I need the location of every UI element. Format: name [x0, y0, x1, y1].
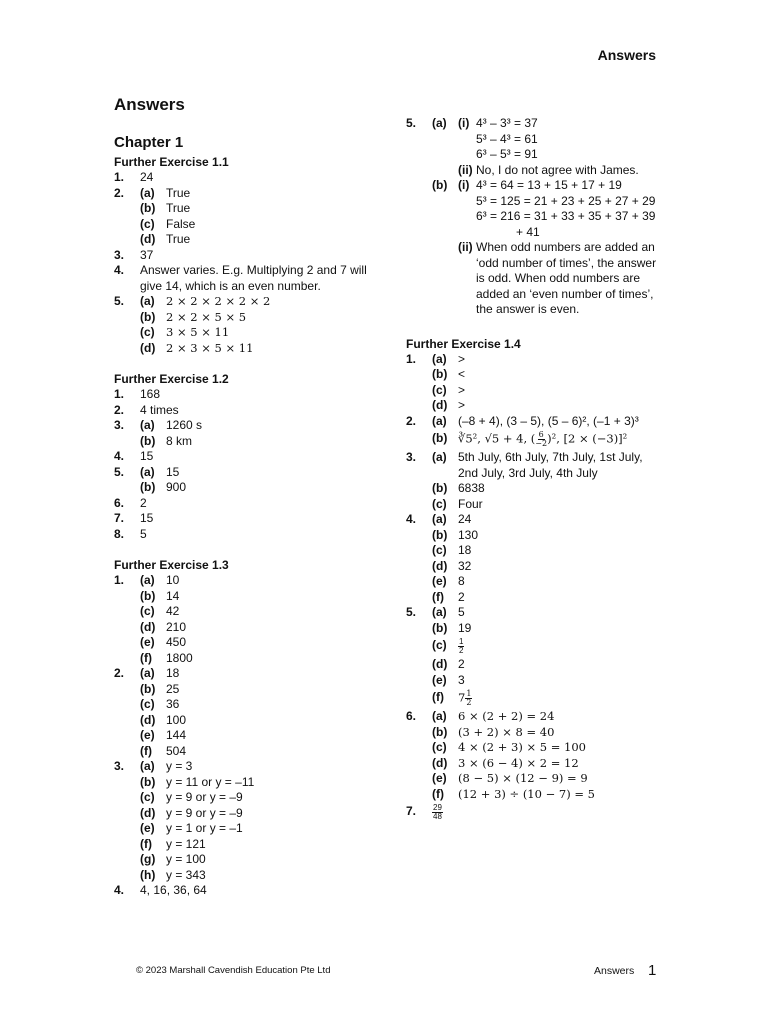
question-row	[114, 496, 384, 512]
part-row	[406, 621, 662, 637]
question-number: 4.	[114, 449, 125, 463]
answer: 19	[458, 620, 472, 635]
part-label: (b)	[432, 178, 448, 192]
answer: y = 9 or y = –9	[166, 790, 243, 804]
part-row	[406, 657, 662, 673]
answer: 504	[166, 743, 187, 758]
question-row	[114, 666, 384, 682]
mixed-number-whole: 7	[458, 690, 466, 705]
answer: True	[166, 232, 191, 246]
answer: (3 + 2) × 8 = 40	[458, 724, 555, 739]
answer: 130	[458, 527, 479, 542]
part-row	[114, 604, 384, 620]
part-row	[406, 559, 662, 575]
answer: 450	[166, 635, 187, 649]
answer: 1260 s	[166, 418, 203, 432]
answer: 18	[458, 543, 472, 557]
part-row	[114, 434, 384, 450]
subpart-label: (ii)	[458, 162, 473, 177]
question-row	[406, 116, 662, 163]
question-number: 1.	[114, 387, 125, 401]
part-label: (b)	[140, 774, 156, 789]
part-label: (d)	[140, 805, 156, 820]
answer-line: 4³ – 3³ = 37	[476, 116, 538, 130]
part-label: (b)	[432, 367, 448, 381]
cube-root-expression: ∛5²	[458, 431, 478, 446]
answer: 1800	[166, 650, 193, 665]
part-row	[114, 651, 384, 667]
answer	[476, 178, 662, 240]
answer: 2	[140, 495, 147, 510]
question-number: 3.	[114, 247, 125, 262]
part-row	[114, 775, 384, 791]
part-row	[406, 756, 662, 772]
part-label: (b)	[432, 527, 448, 542]
part-label: (e)	[140, 821, 155, 835]
part-label: (b)	[140, 309, 156, 324]
fraction-denominator: 48	[433, 812, 442, 821]
fraction	[465, 690, 472, 707]
subpart-label: (i)	[458, 116, 470, 130]
answer: 3 × 5 × 11	[166, 325, 230, 339]
answer: True	[166, 185, 191, 200]
question-row	[114, 883, 384, 899]
answer: y = 121	[166, 836, 206, 851]
part-row	[406, 787, 662, 803]
answer: 15	[140, 511, 154, 525]
part-label: (b)	[432, 724, 448, 739]
left-column	[114, 133, 384, 914]
part-label: (c)	[140, 216, 155, 231]
answer: >	[458, 351, 466, 366]
part-label: (a)	[432, 605, 447, 619]
answer: y = 11 or y = –11	[166, 774, 255, 789]
part-row	[406, 673, 662, 689]
part-label: (d)	[140, 712, 156, 727]
part-row	[114, 201, 384, 217]
question-row	[114, 465, 384, 481]
part-label: (f)	[140, 743, 152, 758]
part-label: (a)	[432, 116, 447, 130]
question-row	[114, 527, 384, 543]
exercise-1-2	[114, 371, 384, 542]
right-column	[406, 116, 662, 836]
part-label: (c)	[140, 790, 155, 804]
question-row	[114, 170, 384, 186]
question-number: 5.	[406, 605, 417, 619]
answer: 10	[166, 573, 180, 587]
question-number: 2.	[114, 402, 125, 417]
part-label: (h)	[140, 867, 156, 882]
answer: y = 100	[166, 852, 206, 866]
part-label: (d)	[140, 619, 156, 634]
answer: True	[166, 201, 191, 215]
answer: 2 × 2 × 2 × 2 × 2	[166, 294, 271, 308]
question-number: 3.	[114, 418, 125, 432]
question-row	[114, 418, 384, 434]
question-number: 2.	[114, 185, 125, 200]
question-row	[406, 450, 662, 481]
answer: (8 − 5) × (12 − 9) = 9	[458, 771, 588, 785]
answer: 6 × (2 + 2) = 24	[458, 709, 555, 723]
question-row	[114, 387, 384, 403]
part-label: (b)	[432, 620, 448, 635]
answer: Four	[458, 496, 483, 511]
question-row	[114, 511, 384, 527]
part-label: (a)	[140, 185, 155, 200]
page-number: 1	[648, 962, 657, 979]
question-number: 7.	[406, 804, 417, 818]
part-label: (d)	[140, 232, 156, 246]
question-number: 8.	[114, 526, 125, 541]
part-label: (a)	[140, 759, 155, 773]
answer: 2	[458, 589, 465, 604]
part-row	[114, 232, 384, 248]
answer: 144	[166, 728, 187, 742]
part-row	[114, 744, 384, 760]
answer: y = 3	[166, 759, 193, 773]
question-number: 4.	[406, 512, 417, 526]
answer: 36	[166, 697, 180, 711]
exercise-1-3	[114, 557, 384, 899]
part-row	[406, 543, 662, 559]
part-label: (b)	[140, 433, 156, 448]
answer: y = 1 or y = –1	[166, 821, 243, 835]
part-row	[114, 217, 384, 233]
part-row	[114, 790, 384, 806]
fraction-denominator: −2	[535, 439, 548, 448]
answer: 168	[140, 387, 161, 401]
part-label: (b)	[140, 681, 156, 696]
answer: 18	[166, 666, 180, 680]
answer-line: 6³ – 5³ = 91	[476, 147, 538, 161]
part-label: (f)	[140, 836, 152, 851]
answer: 14	[166, 588, 180, 603]
part-label: (b)	[432, 431, 448, 445]
answer: When odd numbers are added an ‘odd number of times’, the answer is odd. When odd numbers are added an ‘even number of times’, the answer is even.	[476, 240, 657, 316]
chapter-heading: Chapter 1	[114, 134, 184, 151]
part-row	[406, 638, 662, 655]
page-title: Answers	[114, 95, 185, 114]
exercise-heading: Further Exercise 1.4	[406, 336, 521, 351]
fraction-numerator: 1	[459, 637, 464, 646]
question-number: 3.	[114, 759, 125, 773]
question-row	[114, 449, 384, 465]
question-row	[114, 403, 384, 419]
part-label: (a)	[140, 573, 155, 587]
part-row	[406, 574, 662, 590]
answer: 100	[166, 712, 187, 727]
part-label: (c)	[140, 325, 155, 339]
answer: 15	[166, 464, 180, 479]
part-label: (a)	[140, 666, 155, 680]
part-label: (e)	[432, 771, 447, 785]
question-row	[114, 294, 384, 310]
part-row	[114, 837, 384, 853]
answer: 15	[140, 449, 154, 463]
part-row	[406, 528, 662, 544]
subpart-label: (i)	[458, 178, 470, 192]
part-label: (f)	[432, 589, 444, 604]
part-row	[406, 178, 662, 240]
part-label: (e)	[432, 672, 447, 687]
question-number: 4.	[114, 263, 125, 277]
part-label: (b)	[140, 480, 156, 494]
answer: 24	[140, 170, 154, 184]
part-row	[114, 620, 384, 636]
question-number: 3.	[406, 450, 417, 464]
part-label: (c)	[140, 697, 155, 711]
question-row	[406, 512, 662, 528]
subpart-label: (ii)	[458, 240, 473, 254]
answer: No, I do not agree with James.	[476, 162, 639, 177]
part-label: (a)	[432, 413, 447, 428]
part-row	[406, 590, 662, 606]
part-row	[406, 367, 662, 383]
answer: 42	[166, 604, 180, 618]
answer: 8 km	[166, 433, 193, 448]
part-row	[114, 589, 384, 605]
exercise-1-1	[114, 154, 384, 356]
footer-section-label: Answers	[594, 965, 635, 977]
answer: y = 343	[166, 867, 206, 882]
answer: 2 × 3 × 5 × 11	[166, 340, 254, 355]
question-row	[406, 709, 662, 725]
part-label: (c)	[140, 604, 155, 618]
answer: 4 times	[140, 402, 179, 417]
part-label: (a)	[140, 294, 155, 308]
part-label: (e)	[140, 635, 155, 649]
part-row	[114, 341, 384, 357]
part-label: (d)	[140, 340, 156, 355]
question-row	[114, 248, 384, 264]
answer-line: 4³ = 64 = 13 + 15 + 17 + 19	[476, 178, 622, 192]
answer-line: 6³ = 216 = 31 + 33 + 35 + 37 + 39	[476, 209, 656, 223]
answer: 32	[458, 558, 472, 573]
question-row	[114, 186, 384, 202]
part-row	[114, 821, 384, 837]
part-row	[406, 771, 662, 787]
answer-fragment: , √5 + 4, (	[477, 431, 536, 446]
part-label: (a)	[432, 709, 447, 723]
question-number: 5.	[406, 116, 417, 130]
part-label: (e)	[140, 728, 155, 742]
answer: 2 × 2 × 5 × 5	[166, 309, 247, 324]
question-row	[114, 759, 384, 775]
part-label: (b)	[140, 588, 156, 603]
part-label: (a)	[432, 450, 447, 464]
fraction-numerator: 29	[433, 803, 442, 812]
fraction	[535, 431, 547, 448]
answer: 37	[140, 247, 154, 262]
part-row	[406, 383, 662, 399]
answer: 5	[140, 526, 147, 541]
answer: 3	[458, 672, 465, 687]
part-label: (d)	[432, 755, 448, 770]
answer: 2	[458, 657, 465, 671]
answer	[458, 690, 662, 707]
question-number: 7.	[114, 511, 125, 525]
answer: <	[458, 367, 466, 381]
subpart-row	[406, 163, 662, 179]
fraction-denominator: 2	[466, 698, 472, 707]
part-row	[406, 740, 662, 756]
answer-line: + 41	[516, 224, 540, 239]
answer: 900	[166, 480, 187, 494]
answer: 3 × (6 − 4) × 2 = 12	[458, 755, 579, 770]
running-head: Answers	[597, 47, 656, 63]
answer: (–8 + 4), (3 – 5), (5 – 6)², (–1 + 3)³	[458, 413, 639, 428]
exercise-heading: Further Exercise 1.3	[114, 558, 229, 572]
question-number: 6.	[114, 495, 125, 510]
part-label: (c)	[432, 638, 447, 652]
answer-fragment: )², [2 × (−3)]²	[547, 431, 628, 446]
exercise-heading: Further Exercise 1.2	[114, 372, 229, 386]
exercise-1-4	[406, 336, 662, 822]
part-row	[114, 682, 384, 698]
answer: 25	[166, 681, 180, 696]
fraction	[458, 638, 464, 655]
answer	[458, 431, 662, 448]
question-row	[406, 605, 662, 621]
part-row	[114, 325, 384, 341]
answer: >	[458, 382, 466, 397]
answer: y = 9 or y = –9	[166, 805, 243, 820]
part-row	[114, 728, 384, 744]
answer: 6838	[458, 481, 485, 495]
answer	[458, 638, 662, 655]
answer	[476, 116, 662, 163]
answer: 5th July, 6th July, 7th July, 1st July, 2nd July, 3rd July, 4th July	[458, 450, 643, 480]
copyright-notice: © 2023 Marshall Cavendish Education Pte Ltd	[136, 965, 331, 976]
answer: 4, 16, 36, 64	[140, 883, 207, 897]
fraction-denominator: 2	[459, 646, 464, 655]
question-row	[406, 804, 662, 821]
answer: >	[458, 398, 466, 412]
part-label: (c)	[432, 543, 447, 557]
question-number: 5.	[114, 464, 125, 479]
part-label: (d)	[432, 558, 448, 573]
part-label: (d)	[432, 657, 448, 671]
part-label: (a)	[432, 512, 447, 526]
part-label: (d)	[432, 398, 448, 412]
question-row	[114, 263, 384, 294]
question-5-continued	[406, 116, 662, 318]
question-number: 1.	[406, 351, 417, 366]
part-label: (c)	[432, 496, 447, 511]
part-row	[406, 725, 662, 741]
answer: 24	[458, 512, 472, 526]
part-label: (b)	[432, 481, 448, 495]
fraction	[432, 804, 443, 821]
part-label: (b)	[140, 201, 156, 215]
part-row	[114, 697, 384, 713]
question-row	[406, 352, 662, 368]
part-row	[406, 481, 662, 497]
part-row	[114, 852, 384, 868]
part-label: (c)	[432, 740, 447, 754]
subpart-row	[406, 240, 662, 318]
answer: 4 × (2 + 3) × 5 = 100	[458, 740, 586, 754]
part-row	[114, 806, 384, 822]
answer: False	[166, 216, 196, 231]
part-row	[114, 713, 384, 729]
answer: 5	[458, 605, 465, 619]
part-label: (a)	[140, 418, 155, 432]
question-number: 6.	[406, 709, 417, 723]
part-label: (c)	[432, 382, 447, 397]
part-label: (f)	[432, 786, 444, 801]
answer	[432, 804, 662, 821]
part-row	[406, 497, 662, 513]
part-row	[406, 398, 662, 414]
part-row	[114, 635, 384, 651]
question-number: 4.	[114, 883, 125, 897]
question-number: 5.	[114, 294, 125, 308]
part-label: (f)	[140, 650, 152, 665]
part-row	[406, 431, 662, 448]
exercise-heading: Further Exercise 1.1	[114, 155, 229, 169]
part-row	[114, 868, 384, 884]
question-row	[406, 414, 662, 430]
question-number: 1.	[114, 573, 125, 587]
answer-line: 5³ = 125 = 21 + 23 + 25 + 27 + 29	[476, 193, 656, 208]
question-number: 1.	[114, 170, 125, 184]
part-row	[406, 690, 662, 707]
question-number: 2.	[406, 413, 417, 428]
part-row	[114, 310, 384, 326]
part-label: (g)	[140, 852, 156, 866]
answer: 8	[458, 574, 465, 588]
answer: (12 + 3) ÷ (10 − 7) = 5	[458, 786, 595, 801]
part-label: (a)	[140, 464, 155, 479]
part-label: (a)	[432, 351, 447, 366]
fraction-numerator: 6	[538, 430, 544, 439]
answer-line: 5³ – 4³ = 61	[476, 131, 538, 146]
answer: 210	[166, 619, 187, 634]
question-row	[114, 573, 384, 589]
fraction-numerator: 1	[466, 689, 472, 698]
answer: Answer varies. E.g. Multiplying 2 and 7 will give 14, which is an even number.	[140, 263, 367, 293]
part-label: (f)	[432, 690, 444, 704]
question-number: 2.	[114, 666, 125, 680]
part-label: (e)	[432, 574, 447, 588]
part-row	[114, 480, 384, 496]
